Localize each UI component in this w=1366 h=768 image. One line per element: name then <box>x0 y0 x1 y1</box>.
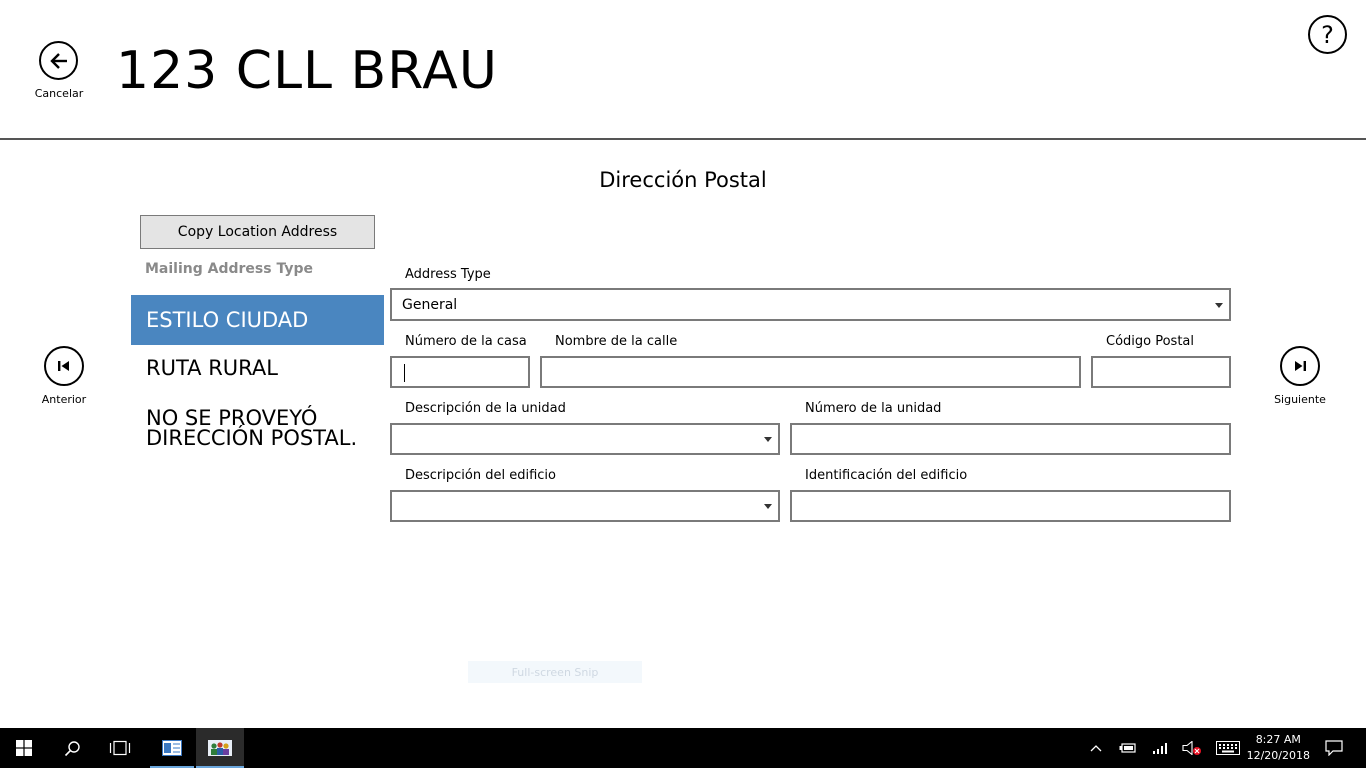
mailing-type-label: ESTILO CIUDAD <box>146 308 309 332</box>
chevron-down-icon <box>764 437 772 442</box>
mailing-type-none-provided[interactable] <box>131 400 371 456</box>
search-icon <box>64 740 81 757</box>
unit-description-label: Descripción de la unidad <box>405 401 566 416</box>
volume-button[interactable] <box>1180 728 1204 768</box>
unit-number-label: Número de la unidad <box>805 401 942 416</box>
skip-next-icon <box>1291 357 1309 375</box>
copy-location-address-button[interactable]: Copy Location Address <box>140 215 375 249</box>
clock-date: 12/20/2018 <box>1246 749 1310 762</box>
building-id-label: Identificación del edificio <box>805 468 968 483</box>
street-name-label: Nombre de la calle <box>555 334 678 349</box>
taskbar <box>0 728 1366 768</box>
address-type-value: General <box>402 296 458 313</box>
app-window-icon <box>162 740 182 756</box>
text-cursor <box>404 364 405 382</box>
previous-button-label: Anterior <box>41 393 87 406</box>
building-id-input[interactable] <box>790 490 1231 522</box>
mailing-type-rural-route[interactable] <box>131 345 384 391</box>
previous-button[interactable] <box>44 346 84 386</box>
back-button-label: Cancelar <box>34 87 84 100</box>
clock-time: 8:27 AM <box>1255 733 1301 746</box>
action-center-button[interactable] <box>1318 728 1350 768</box>
house-number-label: Número de la casa <box>405 334 527 349</box>
chevron-down-icon <box>1215 303 1223 308</box>
battery-icon <box>1119 742 1137 754</box>
back-button[interactable] <box>39 41 78 80</box>
search-button[interactable] <box>48 728 96 768</box>
mailing-address-type-label: Mailing Address Type <box>145 261 313 277</box>
notification-icon <box>1325 740 1343 756</box>
mailing-type-label: RUTA RURAL <box>146 356 278 380</box>
building-description-label: Descripción del edificio <box>405 468 556 483</box>
skip-previous-icon <box>55 357 73 375</box>
page-title: 123 CLL BRAU <box>116 41 498 101</box>
section-title: Dirección Postal <box>599 168 767 192</box>
street-name-input[interactable] <box>540 356 1081 388</box>
next-button-label: Siguiente <box>1274 393 1326 406</box>
help-button[interactable] <box>1308 15 1347 54</box>
battery-button[interactable] <box>1116 728 1140 768</box>
building-description-select[interactable] <box>390 490 780 522</box>
touch-keyboard-button[interactable] <box>1212 728 1244 768</box>
unit-description-select[interactable] <box>390 423 780 455</box>
volume-muted-icon <box>1182 741 1202 755</box>
postal-code-label: Código Postal <box>1106 334 1195 349</box>
chevron-up-icon <box>1090 744 1102 752</box>
start-button[interactable] <box>0 728 48 768</box>
header-divider <box>0 138 1366 140</box>
postal-code-input[interactable] <box>1091 356 1231 388</box>
taskbar-app-census[interactable] <box>196 728 244 768</box>
address-type-select[interactable] <box>390 288 1231 321</box>
next-button[interactable] <box>1280 346 1320 386</box>
people-app-icon <box>208 740 232 756</box>
clock[interactable] <box>1247 732 1310 764</box>
mailing-type-city-style[interactable] <box>131 295 384 345</box>
taskbar-app-forms[interactable] <box>150 728 194 768</box>
tray-overflow-button[interactable] <box>1084 728 1108 768</box>
house-number-input[interactable] <box>390 356 530 388</box>
mailing-type-label: NO SE PROVEYÓ DIRECCIÓN POSTAL. <box>146 406 358 450</box>
unit-number-input[interactable] <box>790 423 1231 455</box>
keyboard-icon <box>1216 741 1240 755</box>
task-view-icon <box>109 740 131 756</box>
help-icon: ? <box>1321 20 1334 49</box>
cellular-signal-icon <box>1152 742 1168 754</box>
windows-logo-icon <box>16 740 32 756</box>
network-button[interactable] <box>1148 728 1172 768</box>
back-arrow-icon <box>48 50 70 72</box>
chevron-down-icon <box>764 504 772 509</box>
snip-overlay: Full-screen Snip <box>468 661 642 683</box>
address-type-label: Address Type <box>405 267 491 282</box>
task-view-button[interactable] <box>96 728 144 768</box>
